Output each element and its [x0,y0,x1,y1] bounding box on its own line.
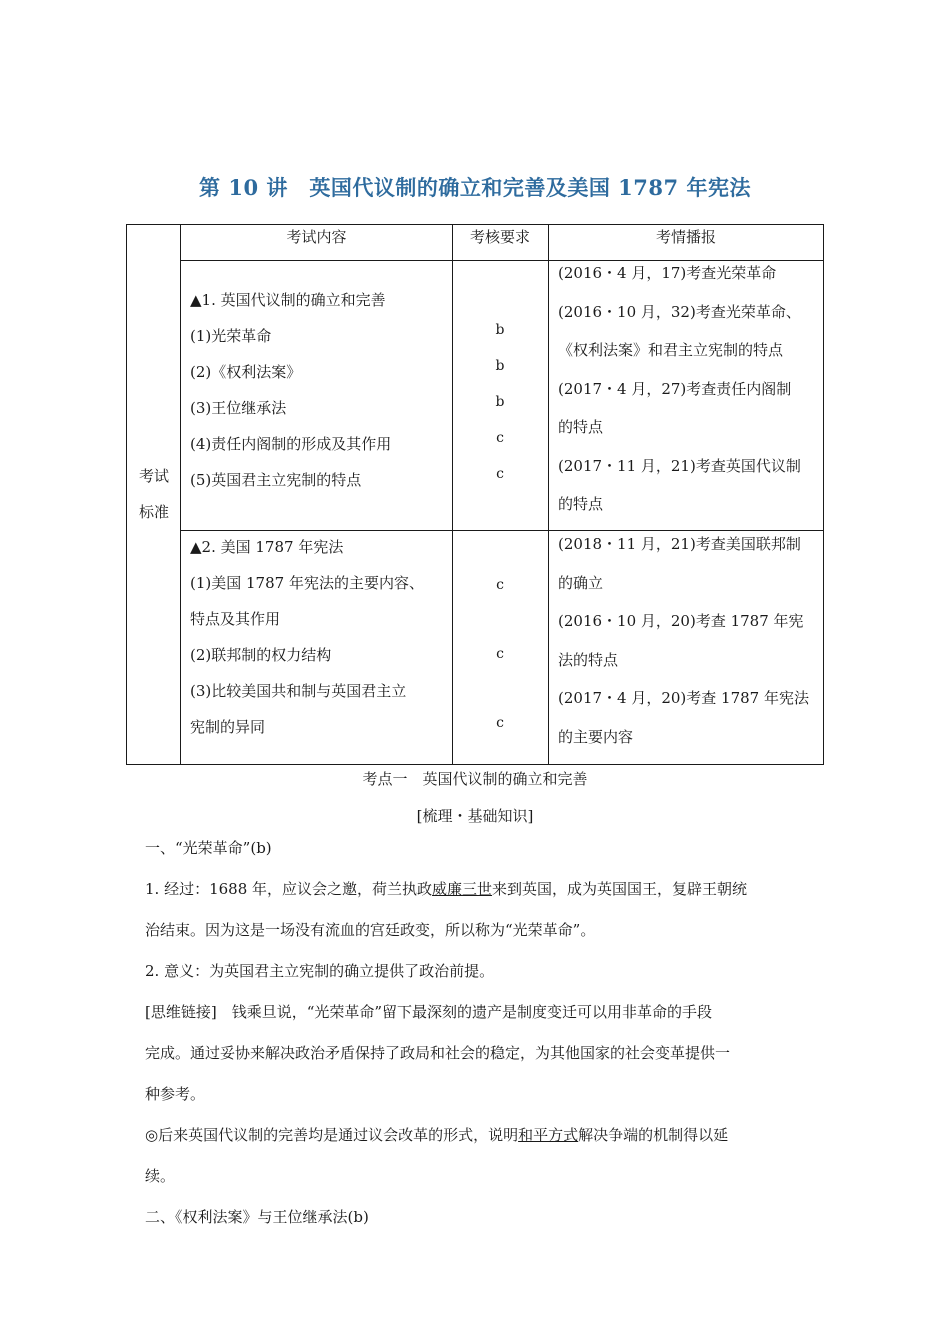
content-line: (3)王位继承法 [190,399,287,417]
content-line: 宪制的异同 [190,718,266,736]
news-line: (2017・4 月，20)考查 1787 年宪法 [558,689,809,707]
news-line: 的确立 [558,573,604,592]
section-heading: 考点一 英国代议制的确立和完善 [362,770,588,788]
content-line: (3)比较美国共和制与英国君主立 [190,682,407,700]
content-line: (4)责任内阁制的形成及其作用 [190,435,392,453]
requirement: c [496,715,504,731]
row2-news [558,525,820,756]
row2-content [190,529,424,745]
content-line: (1)美国 1787 年宪法的主要内容、 [190,574,424,592]
paragraph-heading: 一、“光荣革命”(b) [145,839,272,857]
news-line: (2017・4 月，27)考查责任内阁制 [558,379,792,398]
news-line: 的主要内容 [558,727,634,746]
side-label: 考试 标准 [138,467,169,521]
requirement: b [495,322,505,338]
requirement: c [496,577,504,593]
paragraph-line: [思维链接] 钱乘旦说，“光荣革命”留下最深刻的遗产是制度变迁可以用非革命的手段 [145,1003,713,1021]
section-subheading: [梳理・基础知识] [416,807,534,825]
news-line: (2016・10 月，20)考查 1787 年宪 [558,612,804,630]
requirement: c [496,646,504,662]
row1-content [190,282,391,498]
underlined-term: 和平方式 [518,1126,579,1144]
content-line: (1)光荣革命 [190,327,272,345]
requirement: c [496,466,504,482]
header-requirement: 考核要求 [469,228,530,246]
news-line: 法的特点 [558,650,619,669]
paragraph-heading: 二、《权利法案》与王位继承法(b) [145,1208,369,1226]
requirement: b [495,358,505,374]
content-line: 特点及其作用 [190,610,281,628]
news-line: (2016・10 月，32)考查光荣革命、 [558,302,801,321]
news-line: 的特点 [558,418,604,436]
paragraph-line: 1. 经过：1688 年，应议会之邀，荷兰执政威廉三世来到英国，成为英国国王，复辟王朝统 [145,880,748,898]
content-line: ▲2. 美国 1787 年宪法 [190,538,344,556]
page-title: 第 10 讲 英国代议制的确立和完善及美国 1787 年宪法 [199,175,751,200]
requirement: b [495,394,505,410]
requirement: c [496,430,504,446]
news-line: 《权利法案》和君主立宪制的特点 [558,341,784,359]
news-line: (2018・11 月，21)考查美国联邦制 [558,535,801,553]
news-line: (2016・4 月，17)考查光荣革命 [558,264,777,282]
header-content: 考试内容 [286,228,347,246]
paragraph-line: 种参考。 [145,1085,206,1103]
row1-news [558,254,820,524]
content-line: (2)联邦制的权力结构 [190,646,332,664]
content-line: (5)英国君主立宪制的特点 [190,471,362,489]
news-line: 的特点 [558,495,604,513]
paragraph-line: 2. 意义：为英国君主立宪制的确立提供了政治前提。 [145,962,495,980]
content-line: ▲1. 英国代议制的确立和完善 [190,291,386,309]
paragraph-line: ◎后来英国代议制的完善均是通过议会改革的形式，说明和平方式解决争端的机制得以延 [145,1126,729,1144]
paragraph-line: 续。 [145,1167,176,1185]
paragraph-line: 治结束。因为这是一场没有流血的宫廷政变，所以称为“光荣革命”。 [145,921,596,939]
body-text [145,828,815,1238]
underlined-term: 威廉三世 [432,880,493,898]
news-line: (2017・11 月，21)考查英国代议制 [558,456,801,475]
paragraph-line: 完成。通过妥协来解决政治矛盾保持了政局和社会的稳定，为其他国家的社会变革提供一 [145,1044,731,1062]
header-news: 考情播报 [655,228,716,246]
content-line: (2)《权利法案》 [190,363,302,381]
